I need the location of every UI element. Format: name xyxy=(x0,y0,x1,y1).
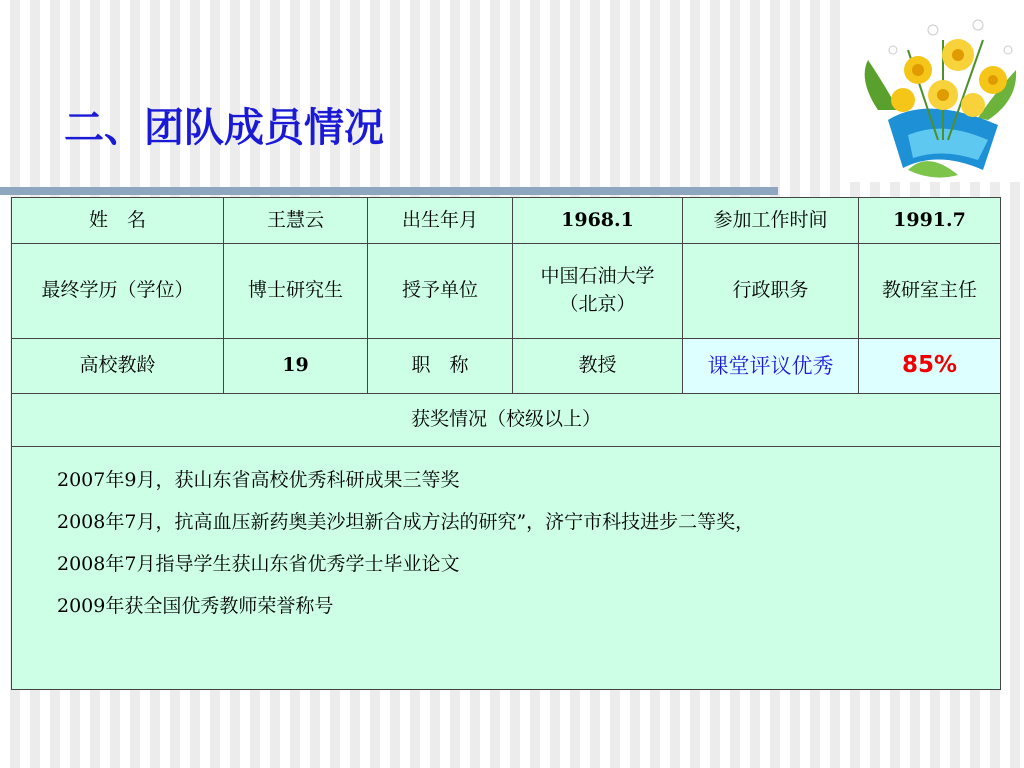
title-underline-bar xyxy=(0,187,778,195)
label-teaching-years: 高校教龄 xyxy=(12,339,224,394)
value-teaching-years: 19 xyxy=(224,339,368,394)
label-work-start: 参加工作时间 xyxy=(683,198,859,244)
label-class-rating: 课堂评议优秀 xyxy=(683,339,859,394)
award-item: 2007年9月，获山东省高校优秀科研成果三等奖 xyxy=(57,469,460,491)
value-work-start: 1991.7 xyxy=(859,198,1000,244)
member-info-table xyxy=(11,197,1001,690)
flower-bouquet-image xyxy=(848,0,1024,182)
value-class-rating: 85% xyxy=(859,339,1000,394)
value-birth: 1968.1 xyxy=(513,198,683,244)
value-admin-post: 教研室主任 xyxy=(859,244,1000,339)
label-name: 姓 名 xyxy=(12,198,224,244)
page-title: 二、团队成员情况 xyxy=(64,105,384,151)
value-name: 王慧云 xyxy=(224,198,368,244)
label-education: 最终学历（学位） xyxy=(12,244,224,339)
value-education: 博士研究生 xyxy=(224,244,368,339)
label-birth: 出生年月 xyxy=(368,198,513,244)
award-item: 2008年7月指导学生获山东省优秀学士毕业论文 xyxy=(57,553,460,575)
value-title: 教授 xyxy=(513,339,683,394)
value-institution: 中国石油大学（北京） xyxy=(513,244,683,339)
label-institution: 授予单位 xyxy=(368,244,513,339)
awards-list xyxy=(12,447,1000,690)
label-admin-post: 行政职务 xyxy=(683,244,859,339)
award-item: 2009年获全国优秀教师荣誉称号 xyxy=(57,595,334,617)
label-title: 职 称 xyxy=(368,339,513,394)
award-item: 2008年7月，抗高血压新药奥美沙坦新合成方法的研究”，济宁市科技进步二等奖， xyxy=(57,511,755,533)
awards-header: 获奖情况（校级以上） xyxy=(12,394,1000,447)
